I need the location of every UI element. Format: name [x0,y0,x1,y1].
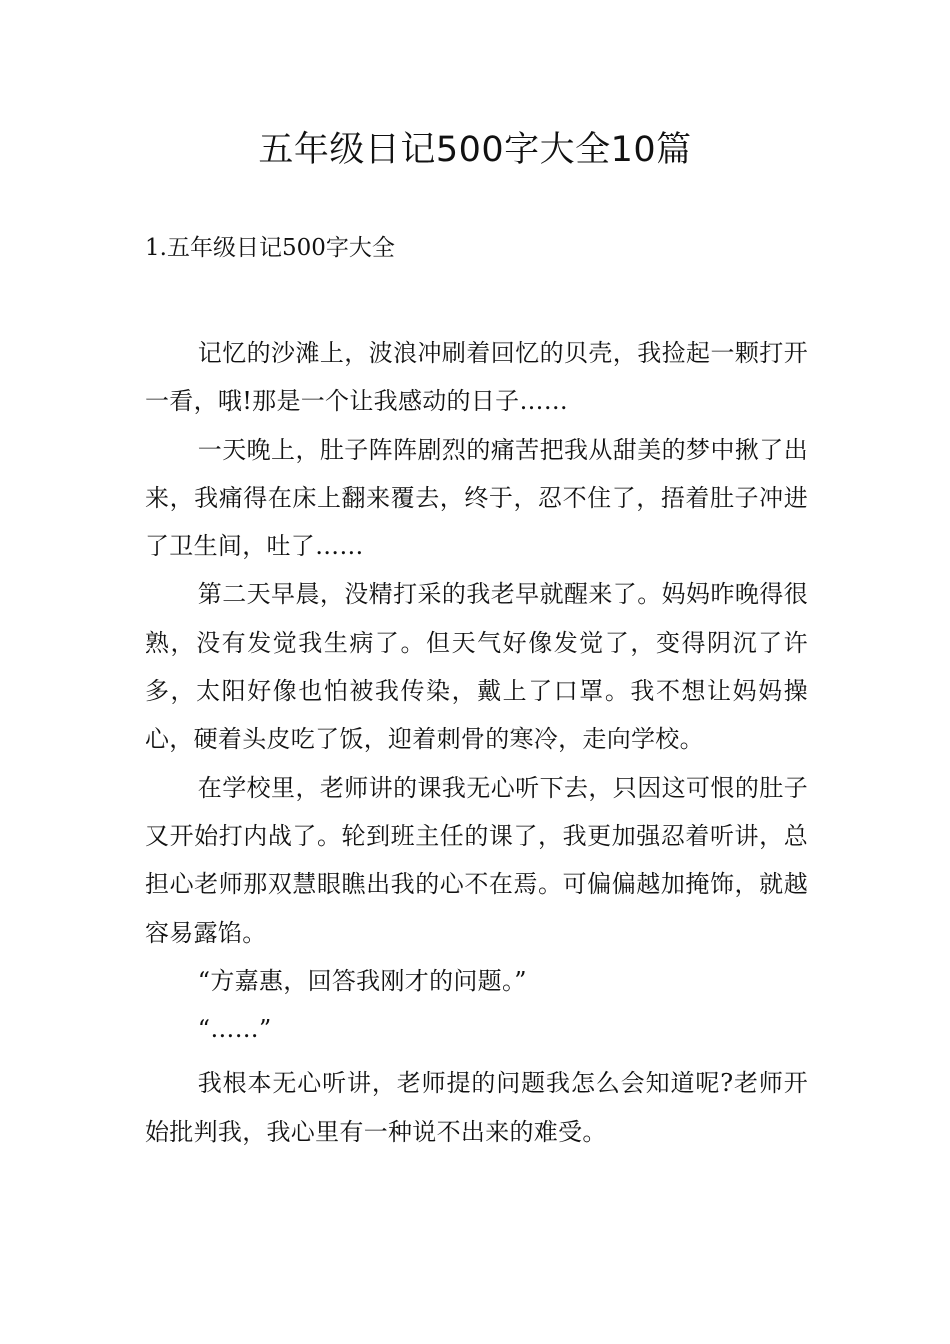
paragraph: 记忆的沙滩上，波浪冲刷着回忆的贝壳，我捡起一颗打开一看，哦!那是一个让我感动的日子…… [145,339,808,416]
paragraph: 一天晚上，肚子阵阵剧烈的痛苦把我从甜美的梦中揪了出来，我痛得在床上翻来覆去，终于，忍不住了，捂着肚子冲进了卫生间，吐了…… [145,435,808,561]
paragraph: 在学校里，老师讲的课我无心听下去，只因这可恨的肚子又开始打内战了。轮到班主任的课了，我更加强忍着听讲，总担心老师那双慧眼瞧出我的心不在焉。可偏偏越加掩饰，就越容易露馅。 [145,773,808,947]
dialogue-line: “……” [197,1015,272,1044]
document-title: 五年级日记500字大全10篇 [258,130,692,170]
dialogue-line: “方嘉惠，回答我刚才的问题。” [197,966,527,995]
paragraph: 我根本无心听讲，老师提的问题我怎么会知道呢?老师开始批判我，我心里有一种说不出来的难受。 [145,1069,808,1146]
section-heading: 1.五年级日记500字大全 [145,235,395,261]
article-body [145,329,808,1156]
paragraph: 第二天早晨，没精打采的我老早就醒来了。妈妈昨晚得很熟，没有发觉我生病了。但天气好像发觉了，变得阴沉了许多，太阳好像也怕被我传染，戴上了口罩。我不想让妈妈操心，硬着头皮吃了饭，迎着刺骨的寒冷，走向学校。 [145,580,808,754]
